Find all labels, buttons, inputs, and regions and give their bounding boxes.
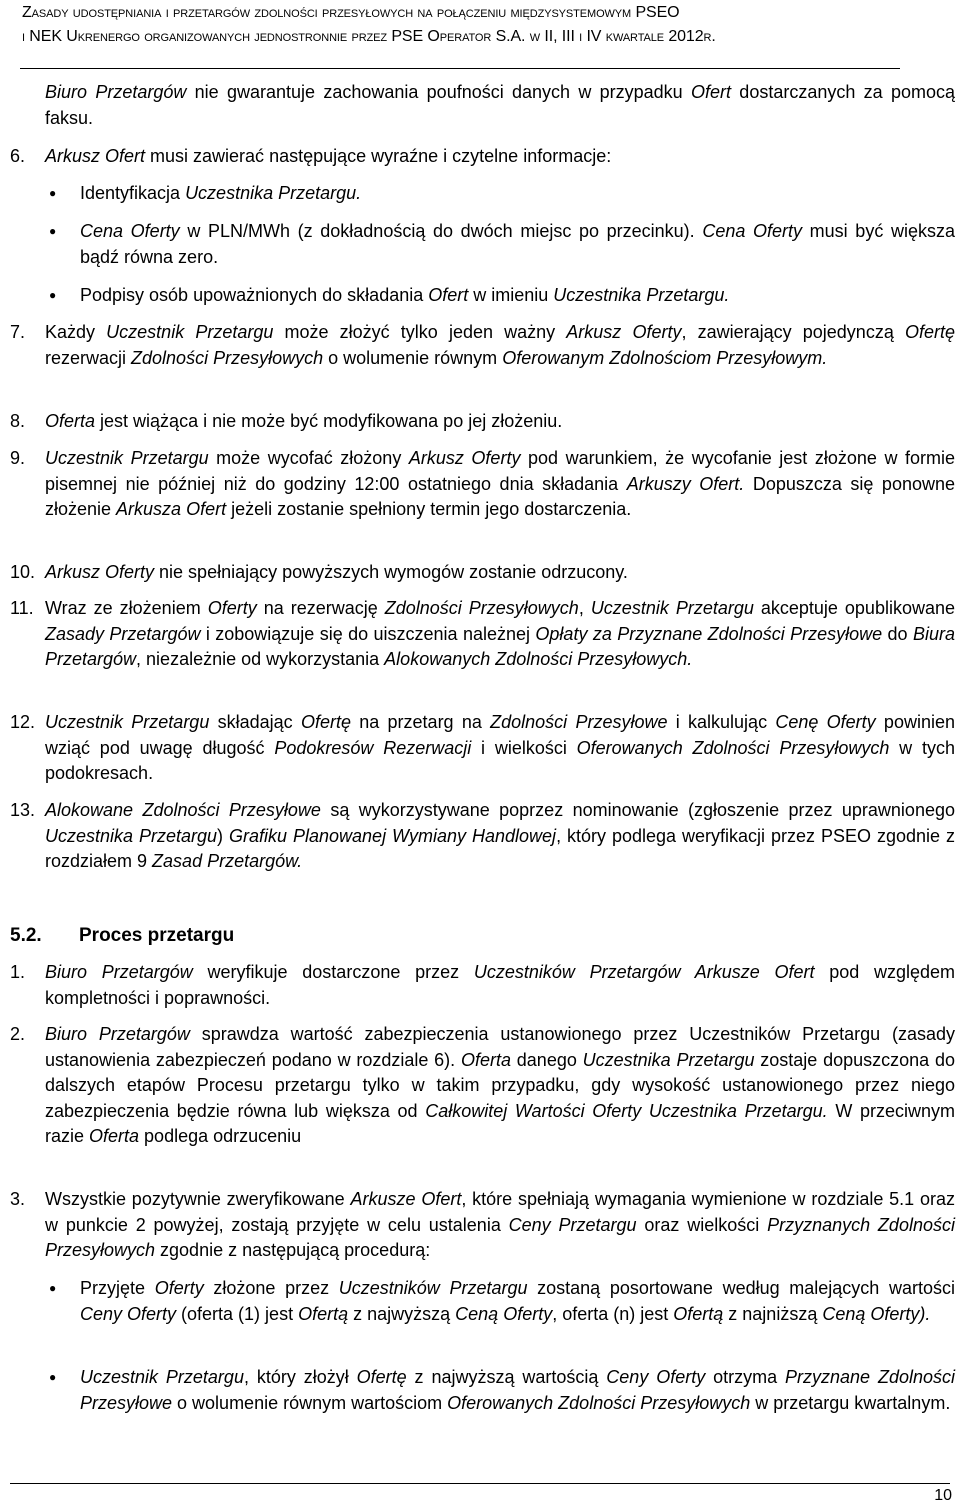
item-9-text: Uczestnik Przetargu może wycofać złożony Arkusz Oferty pod warunkiem, że wycofanie jest złożone w formie pisemnej nie później niż do godziny 12:00 ostatniego dnia składania Arkuszy Ofert. Dopuszcza się ponowne złożenie Arkusza Ofert jeżeli zostanie spełniony termin jego dostarczenia. — [45, 448, 956, 519]
item-6-bullet-1: Identyfikacja Uczestnika Przetargu. — [80, 183, 362, 203]
bullet-icon: ● — [49, 224, 57, 238]
bullet-icon: ● — [49, 1370, 57, 1384]
process-step-3-bullet-1: Przyjęte Oferty złożone przez Uczestników Przetargu zostaną posortowane według malejących wartości Ceny Oferty (oferta (1) jest Ofertą z najwyższą Ceną Oferty, oferta (n) jest Ofertą z najniższą Ceną Oferty). — [80, 1278, 955, 1324]
process-step-2-text: Biuro Przetargów sprawdza wartość zabezpieczenia ustanowionego przez Uczestników Przetargu (zasady ustanowienia zabezpieczeń podano w rozdziale 6). Oferta danego Uczestnika Przetargu zostaje dopuszczona do dalszych etapów Procesu przetargu tylko w takim przypadku, gdy wysokość ustanowionego przez niego zabezpieczenia będzie równa lub większa od Całkowitej Wartości Oferty Uczestnika Przetargu. W przeciwnym razie Oferta podlega odrzuceniu — [45, 1024, 955, 1146]
item-number: 10. — [10, 562, 36, 582]
item-7-text: Każdy Uczestnik Przetargu może złożyć tylko jeden ważny Arkusz Oferty, zawierający pojedynczą Ofertę rezerwacji Zdolności Przesyłowych o wolumenie równym Oferowanym Zdolnościom Przesyłowym. — [45, 322, 955, 368]
item-number: 7. — [10, 322, 26, 342]
item-6-text: Arkusz Ofert musi zawierać następujące wyraźne i czytelne informacje: — [45, 146, 612, 166]
item-13-text: Alokowane Zdolności Przesyłowe są wykorzystywane poprzez nominowanie (zgłoszenie przez uprawnionego Uczestnika Przetargu) Grafiku Planowanej Wymiany Handlowej, który podlega weryfikacji przez PSEO zgodnie z rozdziałem 9 Zasad Przetargów. — [45, 800, 956, 871]
item-number: 11. — [10, 598, 34, 618]
section-title: Proces przetargu — [79, 925, 235, 946]
process-step-1-text: Biuro Przetargów weryfikuje dostarczone przez Uczestników Przetargów Arkusze Ofert pod względem kompletności i poprawności. — [45, 962, 956, 1008]
item-number: 12. — [10, 712, 36, 732]
item-12-text: Uczestnik Przetargu składając Ofertę na przetarg na Zdolności Przesyłowe i kalkulując Cenę Oferty powinien wziąć pod uwagę długość Podokresów Rezerwacji i wielkości Oferowanych Zdolności Przesyłowych w tych podokresach. — [45, 712, 955, 783]
bullet-icon: ● — [49, 288, 57, 302]
paragraph-fax-note: Biuro Przetargów nie gwarantuje zachowania poufności danych w przypadku Ofert dostarczanych za pomocą faksu. — [45, 82, 956, 128]
process-step-3-bullet-2: Uczestnik Przetargu, który złożył Ofertę z najwyższą wartością Ceny Oferty otrzyma Przyznane Zdolności Przesyłowe o wolumenie równym wartościom Oferowanych Zdolności Przesyłowych w przetargu kwartalnym. — [80, 1367, 955, 1413]
header-title-line-1: Zasady udostępniania i przetargów zdolności przesyłowych na połączeniu międzysystemowym PSEO — [22, 4, 680, 21]
item-number: 13. — [10, 800, 36, 820]
item-11-text: Wraz ze złożeniem Oferty na rezerwację Zdolności Przesyłowych, Uczestnik Przetargu akceptuje opublikowane Zasady Przetargów i zobowiązuje się do uiszczenia należnej Opłaty za Przyznane Zdolności Przesyłowe do Biura Przetargów, niezależnie od wykorzystania Alokowanych Zdolności Przesyłowych. — [45, 598, 955, 669]
item-number: 1. — [10, 962, 26, 982]
process-step-3-text: Wszystkie pozytywnie zweryfikowane Arkusze Ofert, które spełniają wymagania wymienione w rozdziale 5.1 oraz w punkcie 2 powyżej, zostają przyjęte w celu ustalenia Ceny Przetargu oraz wielkości Przyznanych Zdolności Przesyłowych zgodnie z następującą procedurą: — [45, 1189, 955, 1260]
item-8-text: Oferta jest wiążąca i nie może być modyfikowana po jej złożeniu. — [45, 411, 563, 431]
bullet-icon: ● — [49, 1281, 57, 1295]
item-number: 2. — [10, 1024, 26, 1044]
item-number: 3. — [10, 1189, 26, 1209]
page-header — [0, 0, 960, 60]
footer-rule — [10, 1483, 950, 1484]
bullet-icon: ● — [49, 186, 57, 200]
section-number: 5.2. — [10, 925, 42, 946]
item-10-text: Arkusz Oferty nie spełniający powyższych wymogów zostanie odrzucony. — [45, 562, 628, 582]
header-rule — [20, 68, 900, 69]
item-6-bullet-3: Podpisy osób upoważnionych do składania Ofert w imieniu Uczestnika Przetargu. — [80, 285, 730, 305]
item-number: 8. — [10, 411, 26, 431]
page-number: 10 — [934, 1487, 952, 1504]
item-6-bullet-2: Cena Oferty w PLN/MWh (z dokładnością do dwóch miejsc po przecinku). Cena Oferty musi być większa bądź równa zero. — [80, 221, 955, 267]
item-number: 9. — [10, 448, 26, 468]
header-title-line-2: i NEK Ukrenergo organizowanych jednostronnie przez PSE Operator S.A. w II, III i IV kwartale 2012r. — [22, 28, 716, 45]
item-number: 6. — [10, 146, 26, 166]
